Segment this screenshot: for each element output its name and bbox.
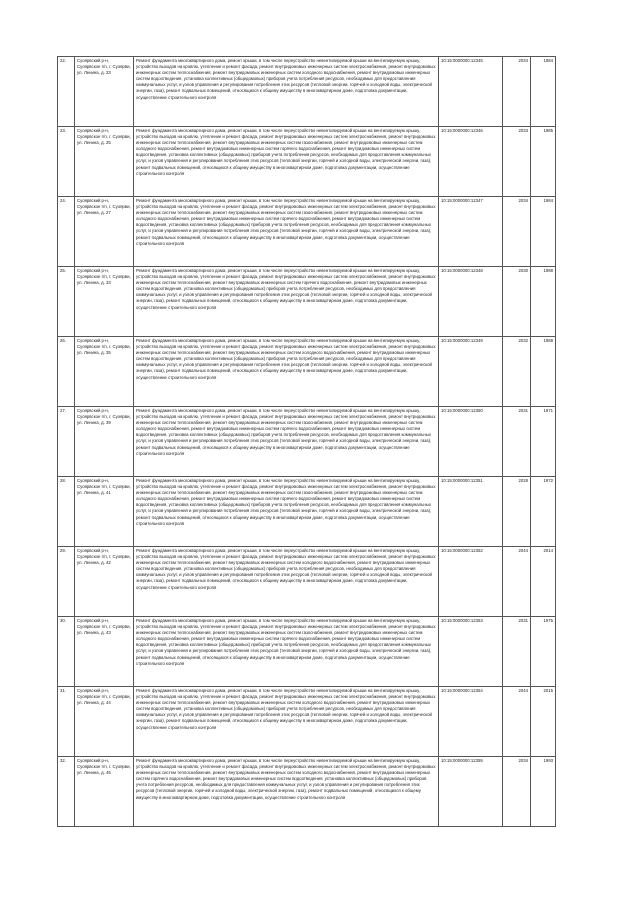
build-year-cell: 1988	[531, 267, 556, 337]
works-cell: Ремонт фундамента многоквартирного дома, ремонт крыши, в том числе переустройство невентилируемой крыши на вентилируемую крышу, устройство выходов на кровлю, утепление и ремонт фасада, ремонт внутридомовых инженерных систем электроснабжения, ремонт внутридомовых инженерных систем теплоснабжения, ремонт внутридомовых инженерных систем холодного водоснабжения, ремонт внутридомовых инженерных систем водоотведения, установка коллективных (общедомовых) приборов учета потребления ресурсов, необходимых для предоставления коммунальных услуг, и узлов управления и регулирования потребления этих ресурсов (тепловой энергии, горячей и холодной воды, электрической энергии, газа), ремонт подвальных помещений, относящихся к общему имуществу в многоквартирном доме, подготовка документации, осуществление строительного контроля	[134, 547, 439, 617]
table-row	[58, 547, 556, 617]
cadastral-number-cell: 10:15:0000000:12349	[439, 337, 503, 407]
repair-year-cell: 2032	[503, 337, 531, 407]
works-cell: Ремонт фундамента многоквартирного дома, ремонт крыши, в том числе переустройство невентилируемой крыши на вентилируемую крышу, устройство выходов на кровлю, утепление и ремонт фасада, ремонт внутридомовых инженерных систем электроснабжения, ремонт внутридомовых инженерных систем теплоснабжения, ремонт внутридомовых инженерных систем холодного водоснабжения, ремонт внутридомовых инженерных систем горячего водоснабжения, ремонт внутридомовых инженерных систем водоотведения, установка коллективных (общедомовых) приборов учета потребления ресурсов, необходимых для предоставления коммунальных услуг, и узлов управления и регулирования потребления этих ресурсов (тепловой энергии, горячей и холодной воды, электрической энергии, газа), ремонт подвальных помещений, относящихся к общему имуществу в многоквартирном доме, подготовка документации, осуществление строительного контроля	[134, 757, 439, 827]
repair-year-cell: 2030	[503, 267, 531, 337]
row-number: 32.	[58, 757, 75, 827]
works-cell: Ремонт фундамента многоквартирного дома, ремонт крыши, в том числе переустройство невентилируемой крыши на вентилируемую крышу, устройство выходов на кровлю, утепление и ремонт фасада, ремонт внутридомовых инженерных систем электроснабжения, ремонт внутридомовых инженерных систем теплоснабжения, ремонт внутридомовых инженерных систем холодного водоснабжения, ремонт внутридомовых инженерных систем водоотведения, установка коллективных (общедомовых) приборов учета потребления ресурсов, необходимых для предоставления коммунальных услуг, и узлов управления и регулирования потребления этих ресурсов (тепловой энергии, горячей и холодной воды, электрической энергии, газа), ремонт подвальных помещений, относящихся к общему имуществу в многоквартирном доме, подготовка документации, осуществление строительного контроля	[134, 57, 439, 127]
address-cell: Суоярвский р-н, Суоярвское г/п, г. Суоярви, ул. Ленина, д. 45	[75, 757, 134, 827]
row-number: 31.	[58, 687, 75, 757]
works-cell: Ремонт фундамента многоквартирного дома, ремонт крыши, в том числе переустройство невентилируемой крыши на вентилируемую крышу, устройство выходов на кровлю, утепление и ремонт фасада, ремонт внутридомовых инженерных систем электроснабжения, ремонт внутридомовых инженерных систем теплоснабжения, ремонт внутридомовых инженерных систем газоснабжения, ремонт внутридомовых инженерных систем холодного водоснабжения, ремонт внутридомовых инженерных систем горячего водоснабжения, ремонт внутридомовых инженерных систем водоотведения, установка коллективных (общедомовых) приборов учета потребления ресурсов, необходимых для предоставления коммунальных услуг, и узлов управления и регулирования потребления этих ресурсов (тепловой энергии, горячей и холодной воды, электрической энергии, газа), ремонт подвальных помещений, относящихся к общему имуществу в многоквартирном доме, подготовка документации, осуществление строительного контроля	[134, 197, 439, 267]
table-row	[58, 127, 556, 197]
works-cell: Ремонт фундамента многоквартирного дома, ремонт крыши, в том числе переустройство невентилируемой крыши на вентилируемую крышу, устройство выходов на кровлю, утепление и ремонт фасада, ремонт внутридомовых инженерных систем электроснабжения, ремонт внутридомовых инженерных систем теплоснабжения, ремонт внутридомовых инженерных систем газоснабжения, ремонт внутридомовых инженерных систем холодного водоснабжения, ремонт внутридомовых инженерных систем горячего водоснабжения, ремонт внутридомовых инженерных систем водоотведения, установка коллективных (общедомовых) приборов учета потребления ресурсов, необходимых для предоставления коммунальных услуг, и узлов управления и регулирования потребления этих ресурсов (тепловой энергии, горячей и холодной воды, электрической энергии, газа), ремонт подвальных помещений, относящихся к общему имуществу в многоквартирном доме, подготовка документации, осуществление строительного контроля	[134, 617, 439, 687]
cadastral-number-cell: 10:15:0000000:12351	[439, 477, 503, 547]
repair-year-cell: 2033	[503, 127, 531, 197]
table-row	[58, 267, 556, 337]
works-cell: Ремонт фундамента многоквартирного дома, ремонт крыши, в том числе переустройство невентилируемой крыши на вентилируемую крышу, устройство выходов на кровлю, утепление и ремонт фасада, ремонт внутридомовых инженерных систем электроснабжения, ремонт внутридомовых инженерных систем теплоснабжения, ремонт внутридомовых инженерных систем холодного водоснабжения, ремонт внутридомовых инженерных систем водоотведения, установка коллективных (общедомовых) приборов учета потребления ресурсов, необходимых для предоставления коммунальных услуг, и узлов управления и регулирования потребления этих ресурсов (тепловой энергии, горячей и холодной воды, электрической энергии, газа), ремонт подвальных помещений, относящихся к общему имуществу в многоквартирном доме, подготовка документации, осуществление строительного контроля	[134, 337, 439, 407]
cadastral-number-cell: 10:15:0000000:12355	[439, 757, 503, 827]
row-number: 30.	[58, 617, 75, 687]
repair-year-cell: 2034	[503, 57, 531, 127]
build-year-cell: 1993	[531, 757, 556, 827]
address-cell: Суоярвский р-н, Суоярвское г/п, г. Суоярви, ул. Ленина, д. 43	[75, 617, 134, 687]
build-year-cell: 1972	[531, 477, 556, 547]
table-row	[58, 197, 556, 267]
table-row	[58, 687, 556, 757]
table-row	[58, 757, 556, 827]
address-cell: Суоярвский р-н, Суоярвское г/п, г. Суоярви, ул. Ленина, д. 23	[75, 57, 134, 127]
repair-year-cell: 2028	[503, 477, 531, 547]
repair-year-cell: 2034	[503, 197, 531, 267]
address-cell: Суоярвский р-н, Суоярвское г/п, г. Суоярви, ул. Ленина, д. 41	[75, 477, 134, 547]
address-cell: Суоярвский р-н, Суоярвское г/п, г. Суоярви, ул. Ленина, д. 33	[75, 267, 134, 337]
address-cell: Суоярвский р-н, Суоярвское г/п, г. Суоярви, ул. Ленина, д. 27	[75, 197, 134, 267]
address-cell: Суоярвский р-н, Суоярвское г/п, г. Суоярви, ул. Ленина, д. 35	[75, 337, 134, 407]
table-row	[58, 57, 556, 127]
row-number: 26.	[58, 337, 75, 407]
repair-year-cell: 2031	[503, 617, 531, 687]
row-number: 29.	[58, 547, 75, 617]
build-year-cell: 1984	[531, 57, 556, 127]
build-year-cell: 2014	[531, 547, 556, 617]
capital-repair-table	[57, 56, 556, 827]
build-year-cell: 1975	[531, 617, 556, 687]
works-cell: Ремонт фундамента многоквартирного дома, ремонт крыши, в том числе переустройство невентилируемой крыши на вентилируемую крышу, устройство выходов на кровлю, утепление и ремонт фасада, ремонт внутридомовых инженерных систем электроснабжения, ремонт внутридомовых инженерных систем теплоснабжения, ремонт внутридомовых инженерных систем газоснабжения, ремонт внутридомовых инженерных систем холодного водоснабжения, ремонт внутридомовых инженерных систем горячего водоснабжения, ремонт внутридомовых инженерных систем водоотведения, установка коллективных (общедомовых) приборов учета потребления ресурсов, необходимых для предоставления коммунальных услуг, и узлов управления и регулирования потребления этих ресурсов (тепловой энергии, горячей и холодной воды, электрической энергии, газа), ремонт подвальных помещений, относящихся к общему имуществу в многоквартирном доме, подготовка документации, осуществление строительного контроля	[134, 477, 439, 547]
address-cell: Суоярвский р-н, Суоярвское г/п, г. Суоярви, ул. Ленина, д. 39	[75, 407, 134, 477]
row-number: 27.	[58, 407, 75, 477]
repair-year-cell: 2031	[503, 407, 531, 477]
repair-year-cell: 2044	[503, 687, 531, 757]
build-year-cell: 1971	[531, 407, 556, 477]
works-cell: Ремонт фундамента многоквартирного дома, ремонт крыши, в том числе переустройство невентилируемой крыши на вентилируемую крышу, устройство выходов на кровлю, утепление и ремонт фасада, ремонт внутридомовых инженерных систем электроснабжения, ремонт внутридомовых инженерных систем теплоснабжения, ремонт внутридомовых инженерных систем газоснабжения, ремонт внутридомовых инженерных систем холодного водоснабжения, ремонт внутридомовых инженерных систем горячего водоснабжения, ремонт внутридомовых инженерных систем водоотведения, установка коллективных (общедомовых) приборов учета потребления ресурсов, необходимых для предоставления коммунальных услуг, и узлов управления и регулирования потребления этих ресурсов (тепловой энергии, горячей и холодной воды, электрической энергии, газа), ремонт подвальных помещений, относящихся к общему имуществу в многоквартирном доме, подготовка документации, осуществление строительного контроля	[134, 127, 439, 197]
repair-year-cell: 2044	[503, 547, 531, 617]
address-cell: Суоярвский р-н, Суоярвское г/п, г. Суоярви, ул. Ленина, д. 42	[75, 547, 134, 617]
address-cell: Суоярвский р-н, Суоярвское г/п, г. Суоярви, ул. Ленина, д. 44	[75, 687, 134, 757]
cadastral-number-cell: 10:15:0000000:12345	[439, 57, 503, 127]
cadastral-number-cell: 10:15:0000000:12346	[439, 127, 503, 197]
table-row	[58, 477, 556, 547]
row-number: 23.	[58, 127, 75, 197]
row-number: 25.	[58, 267, 75, 337]
cadastral-number-cell: 10:15:0000000:12352	[439, 547, 503, 617]
cadastral-number-cell: 10:15:0000000:12350	[439, 407, 503, 477]
table-row	[58, 407, 556, 477]
build-year-cell: 1985	[531, 127, 556, 197]
works-cell: Ремонт фундамента многоквартирного дома, ремонт крыши, в том числе переустройство невентилируемой крыши на вентилируемую крышу, устройство выходов на кровлю, утепление и ремонт фасада, ремонт внутридомовых инженерных систем электроснабжения, ремонт внутридомовых инженерных систем теплоснабжения, ремонт внутридомовых инженерных систем газоснабжения, ремонт внутридомовых инженерных систем холодного водоснабжения, ремонт внутридомовых инженерных систем горячего водоснабжения, ремонт внутридомовых инженерных систем водоотведения, установка коллективных (общедомовых) приборов учета потребления ресурсов, необходимых для предоставления коммунальных услуг, и узлов управления и регулирования потребления этих ресурсов (тепловой энергии, горячей и холодной воды, электрической энергии, газа), ремонт подвальных помещений, относящихся к общему имуществу в многоквартирном доме, подготовка документации, осуществление строительного контроля	[134, 407, 439, 477]
cadastral-number-cell: 10:15:0000000:12354	[439, 687, 503, 757]
row-number: 28.	[58, 477, 75, 547]
works-cell: Ремонт фундамента многоквартирного дома, ремонт крыши, в том числе переустройство невентилируемой крыши на вентилируемую крышу, устройство выходов на кровлю, утепление и ремонт фасада, ремонт внутридомовых инженерных систем электроснабжения, ремонт внутридомовых инженерных систем теплоснабжения, ремонт внутридомовых инженерных систем горячего водоснабжения, ремонт внутридомовых инженерных систем водоотведения, установка коллективных (общедомовых) приборов учета потребления ресурсов, необходимых для предоставления коммунальных услуг, и узлов управления и регулирования потребления этих ресурсов (тепловой энергии, горячей и холодной воды, электрической энергии, газа), ремонт подвальных помещений, относящихся к общему имуществу в многоквартирном доме, подготовка документации, осуществление строительного контроля	[134, 267, 439, 337]
cadastral-number-cell: 10:15:0000000:12353	[439, 617, 503, 687]
address-cell: Суоярвский р-н, Суоярвское г/п, г. Суоярви, ул. Ленина, д. 25	[75, 127, 134, 197]
repair-year-cell: 2034	[503, 757, 531, 827]
cadastral-number-cell: 10:15:0000000:12347	[439, 197, 503, 267]
table-body	[58, 57, 556, 827]
row-number: 22.	[58, 57, 75, 127]
table-row	[58, 617, 556, 687]
works-cell: Ремонт фундамента многоквартирного дома, ремонт крыши, в том числе переустройство невентилируемой крыши на вентилируемую крышу, устройство выходов на кровлю, утепление и ремонт фасада, ремонт внутридомовых инженерных систем электроснабжения, ремонт внутридомовых инженерных систем теплоснабжения, ремонт внутридомовых инженерных систем холодного водоснабжения, ремонт внутридомовых инженерных систем водоотведения, установка коллективных (общедомовых) приборов учета потребления ресурсов, необходимых для предоставления коммунальных услуг, и узлов управления и регулирования потребления этих ресурсов (тепловой энергии, горячей и холодной воды, электрической энергии, газа), ремонт подвальных помещений, относящихся к общему имуществу в многоквартирном доме, подготовка документации, осуществление строительного контроля	[134, 687, 439, 757]
row-number: 24.	[58, 197, 75, 267]
build-year-cell: 1984	[531, 197, 556, 267]
cadastral-number-cell: 10:15:0000000:12348	[439, 267, 503, 337]
table-row	[58, 337, 556, 407]
build-year-cell: 1988	[531, 337, 556, 407]
build-year-cell: 2015	[531, 687, 556, 757]
